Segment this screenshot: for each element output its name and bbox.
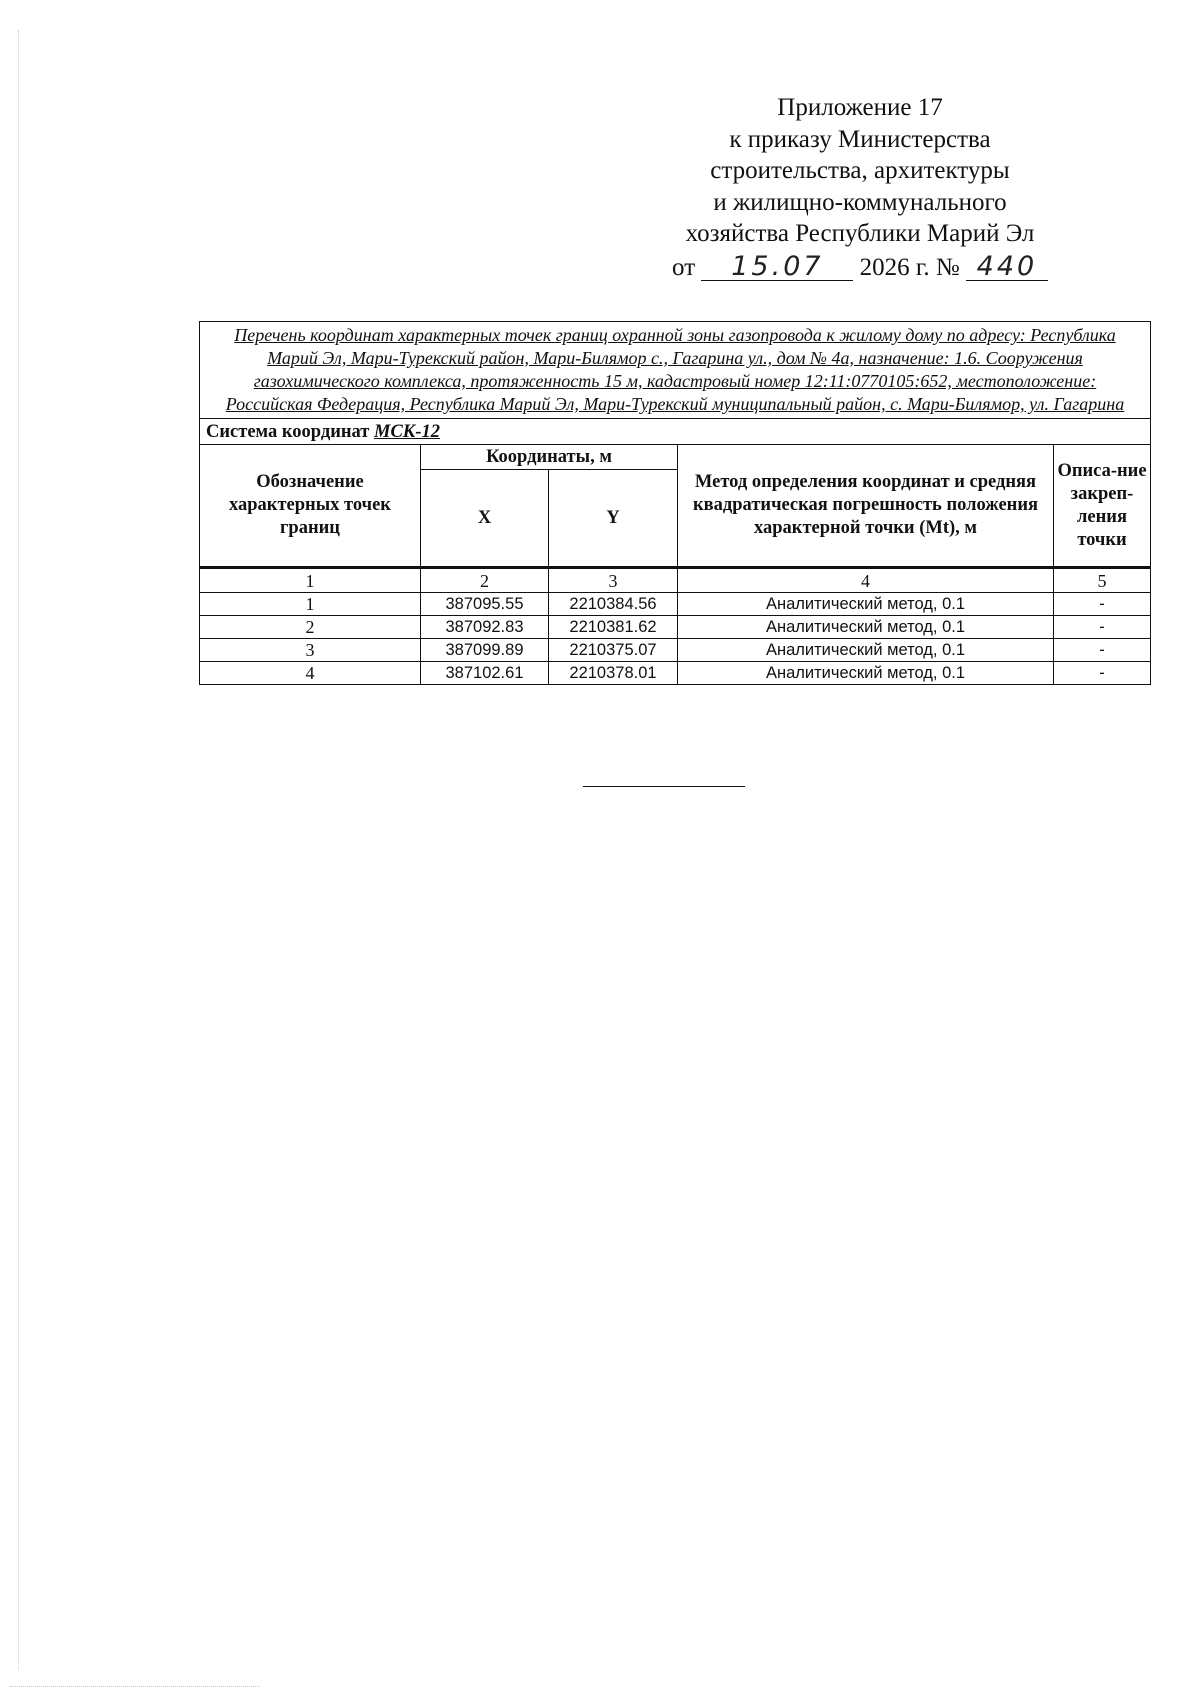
method: Аналитический метод, 0.1 (678, 639, 1054, 662)
description: - (1054, 639, 1151, 662)
header-y: Y (549, 470, 678, 568)
appendix-header (640, 92, 1080, 283)
scan-edge (18, 30, 19, 1670)
order-line: к приказу Министерства (729, 125, 991, 153)
method: Аналитический метод, 0.1 (678, 662, 1054, 685)
column-number: 5 (1054, 568, 1151, 593)
coordinate-system-value: МСК-12 (374, 421, 440, 442)
coord-y: 2210384.56 (549, 593, 678, 616)
coordinate-system-row (200, 419, 1151, 445)
point-id: 4 (200, 662, 421, 685)
coord-x: 387099.89 (421, 639, 549, 662)
table-row (200, 639, 1151, 662)
method: Аналитический метод, 0.1 (678, 593, 1054, 616)
header-method: Метод определения координат и средняя квадратическая погрешность положения характерной точки (Mt), м (678, 445, 1054, 568)
ministry-line-2: и жилищно-коммунального (713, 188, 1007, 216)
table-row (200, 593, 1151, 616)
column-number: 1 (200, 568, 421, 593)
column-number: 3 (549, 568, 678, 593)
column-numbers-row (200, 568, 1151, 593)
method: Аналитический метод, 0.1 (678, 616, 1054, 639)
table-row (200, 662, 1151, 685)
coord-x: 387095.55 (421, 593, 549, 616)
date-prefix: от (672, 253, 696, 281)
handwritten-order-number: 440 (966, 254, 1048, 281)
description: - (1054, 616, 1151, 639)
point-id: 1 (200, 593, 421, 616)
coord-y: 2210381.62 (549, 616, 678, 639)
appendix-title: Приложение 17 (777, 94, 943, 121)
column-number: 4 (678, 568, 1054, 593)
coordinate-system-label: Система координат (206, 421, 370, 442)
handwritten-date: 15.07 (701, 254, 853, 281)
point-id: 3 (200, 639, 421, 662)
ministry-line-3: хозяйства Республики Марий Эл (685, 220, 1035, 247)
coord-x: 387102.61 (421, 662, 549, 685)
coord-y: 2210378.01 (549, 662, 678, 685)
date-line (640, 252, 1080, 284)
header-x: X (421, 470, 549, 568)
point-id: 2 (200, 616, 421, 639)
header-description: Описа-ние закреп-ления точки (1054, 445, 1151, 568)
description: - (1054, 662, 1151, 685)
coord-x: 387092.83 (421, 616, 549, 639)
year-text: 2026 г. № (859, 253, 960, 281)
scan-bottom-edge (10, 1686, 260, 1687)
column-number: 2 (421, 568, 549, 593)
table-title: Перечень координат характерных точек границ охранной зоны газопровода к жилому дому по адресу: Республика Марий Эл, Мари-Турекский район, Мари-Билямор с., Гагарина ул., дом № 4а, назначение: 1.6. Сооружения газохимического комплекса, протяженность 15 м, кадастровый номер 12:11:0770105:652, местоположение: Российская Федерация, Республика Марий Эл, Мари-Турекский муниципальный район, с. Мари-Билямор, ул. Гагарина (200, 322, 1151, 419)
header-coordinates: Координаты, м (421, 445, 678, 470)
coord-y: 2210375.07 (549, 639, 678, 662)
header-point: Обозначение характерных точек границ (200, 445, 421, 568)
table-row (200, 616, 1151, 639)
end-divider (583, 786, 745, 787)
description: - (1054, 593, 1151, 616)
coordinates-table (199, 321, 1151, 685)
ministry-line-1: строительства, архитектуры (710, 157, 1010, 184)
